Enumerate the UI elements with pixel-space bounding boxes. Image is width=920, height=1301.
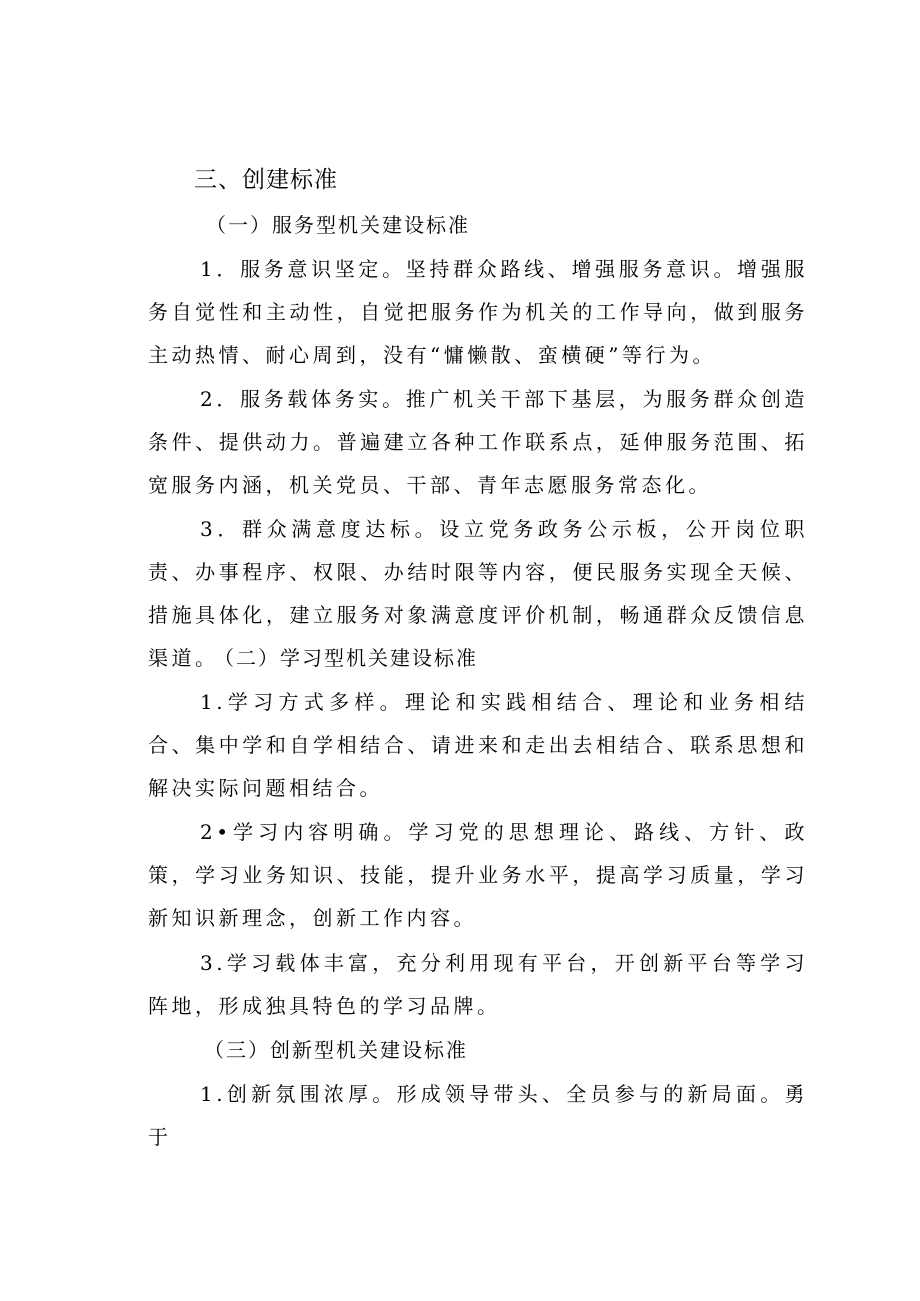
paragraph-learning-2: 2•学习内容明确。学习党的思想理论、路线、方针、政策，学习业务知识、技能，提升业务水平，提高学习质量，学习新知识新理念，创新工作内容。 [148,820,808,930]
paragraph-service-1: 1．服务意识坚定。坚持群众路线、增强服务意识。增强服务自觉性和主动性，自觉把服务作为机关的工作导向，做到服务主动热情、耐心周到，没有“慵懒散、蛮横硬”等行为。 [148,257,808,367]
paragraph-learning-3: 3.学习载体丰富，充分利用现有平台，开创新平台等学习阵地，形成独具特色的学习品牌。 [148,951,808,1018]
subheading-innovation: （三）创新型机关建设标准 [204,1038,468,1062]
subheading-service: （一）服务型机关建设标准 [206,213,470,237]
paragraph-learning-1: 1.学习方式多样。理论和实践相结合、理论和业务相结合、集中学和自学相结合、请进来和走出去相结合、联系思想和解决实际问题相结合。 [148,690,808,800]
subheading-learning: （二）学习型机关建设标准 [214,646,478,670]
paragraph-service-3: 3．群众满意度达标。设立党务政务公示板，公开岗位职责、办事程序、权限、办结时限等内容，便民服务实现全天候、措施具体化，建立服务对象满意度评价机制，畅通群众反馈信息渠道。 [148,517,808,670]
section-title: 三、创建标准 [194,167,338,193]
paragraph-innovation-1: 1.创新氛围浓厚。形成领导带头、全员参与的新局面。勇于 [148,1082,808,1149]
paragraph-service-2: 2．服务载体务实。推广机关干部下基层，为服务群众创造条件、提供动力。普遍建立各种工作联系点，延伸服务范围、拓宽服务内涵，机关党员、干部、青年志愿服务常态化。 [148,387,808,497]
